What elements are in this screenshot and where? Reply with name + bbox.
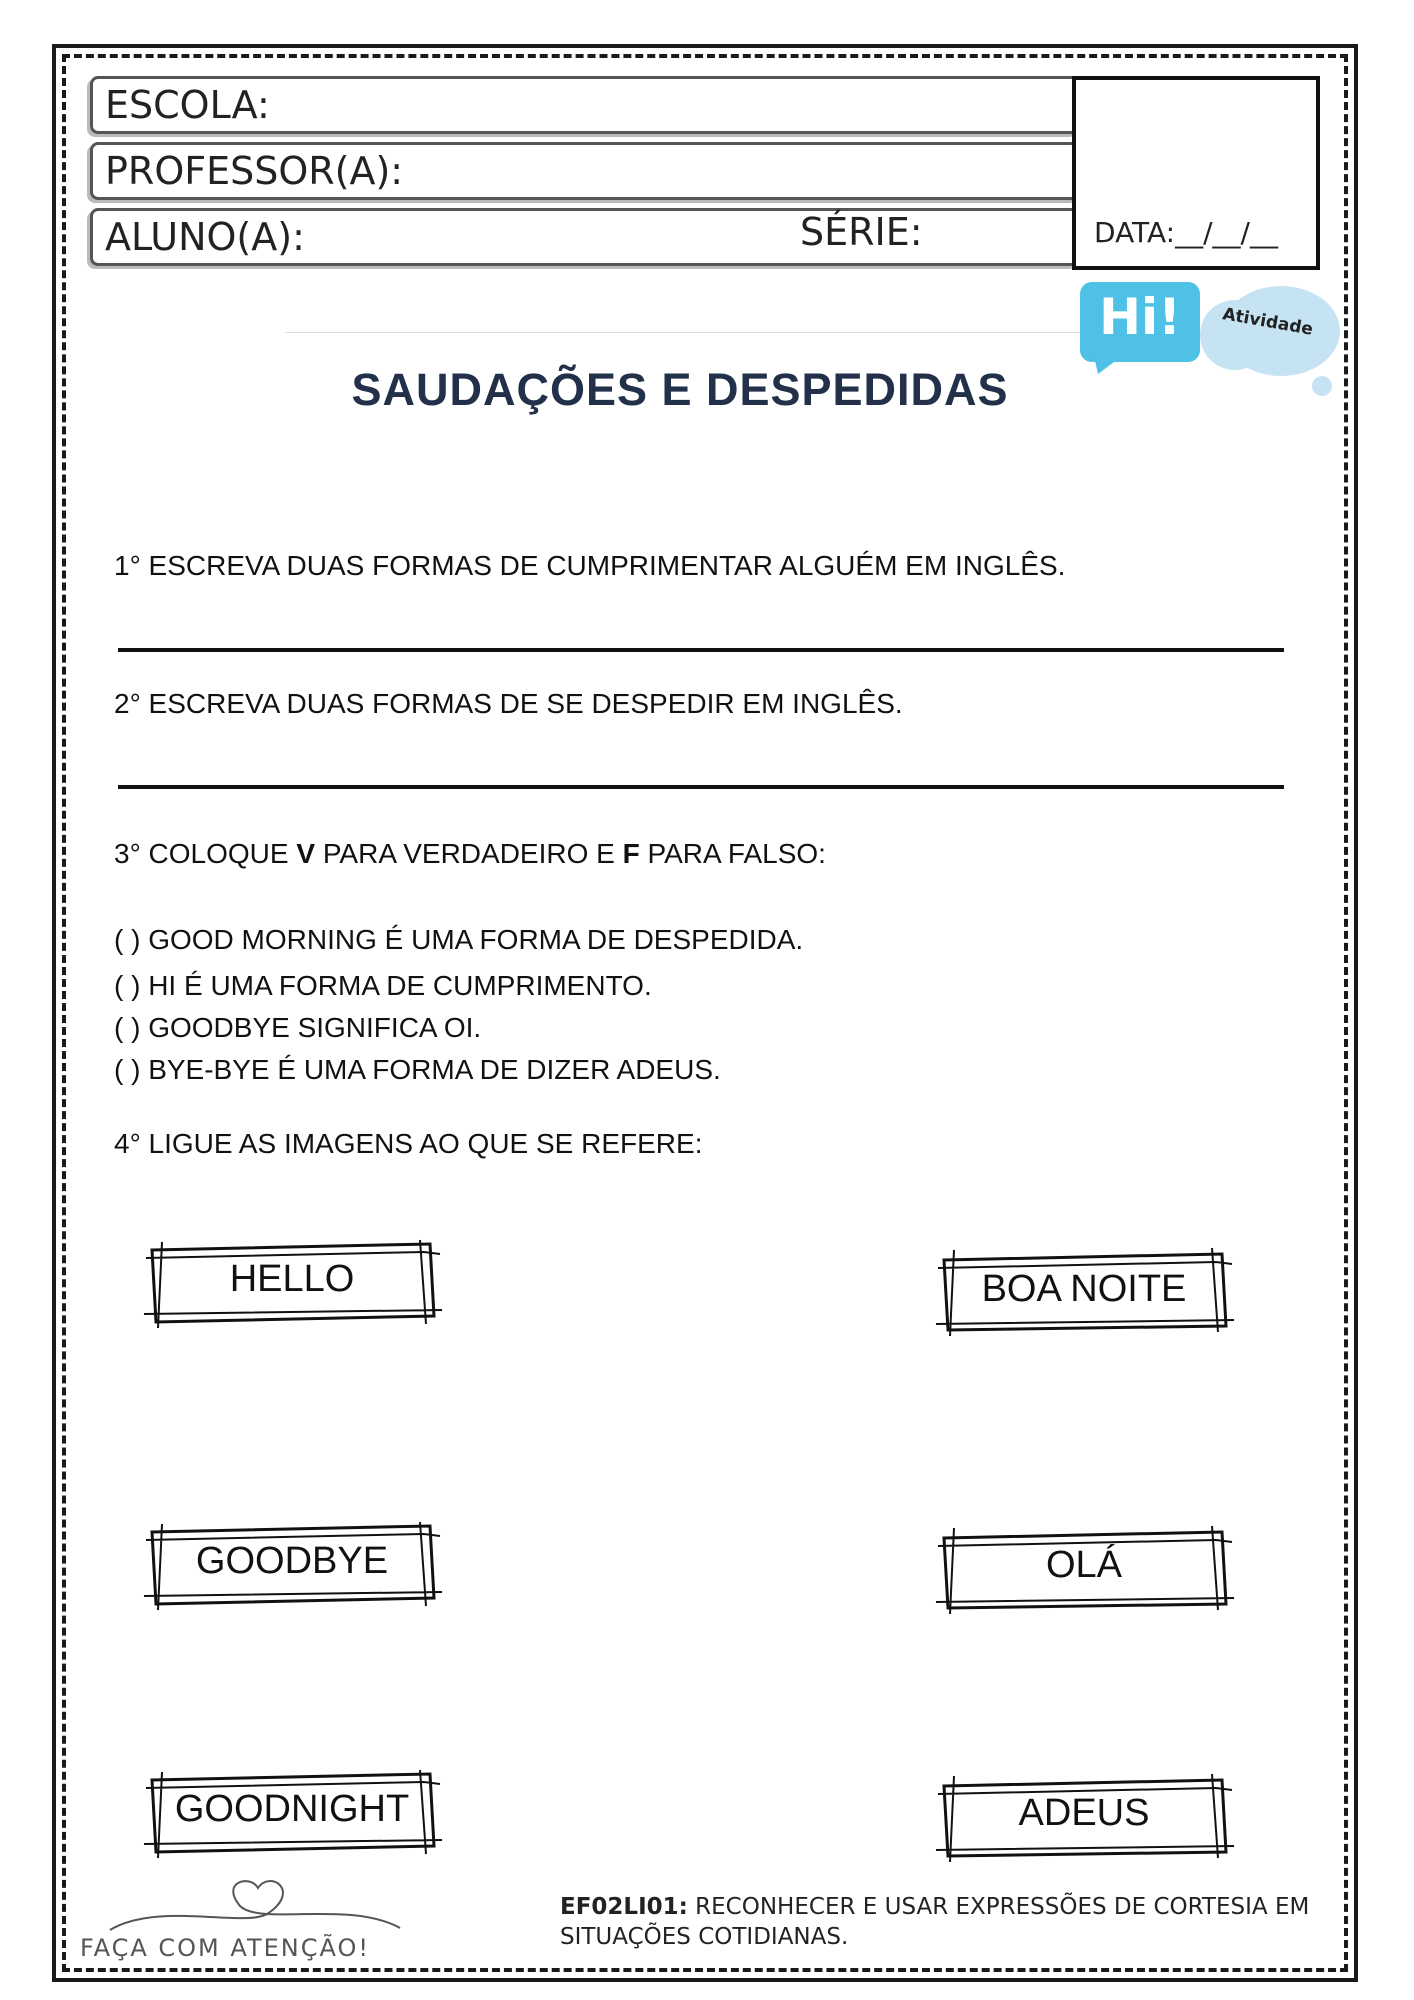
atividade-label: Atividade bbox=[1220, 304, 1315, 340]
match-left-3[interactable] bbox=[142, 1766, 442, 1858]
match-left-1-text: HELLO bbox=[229, 1258, 355, 1300]
footer-note: FAÇA COM ATENÇÃO! bbox=[80, 1934, 370, 1962]
tf-item-2[interactable]: ( ) HI É UMA FORMA DE CUMPRIMENTO. bbox=[114, 970, 652, 1001]
match-left-2[interactable] bbox=[142, 1518, 442, 1610]
hi-text: Hi! bbox=[1099, 288, 1181, 346]
tf-item-3[interactable]: ( ) GOODBYE SIGNIFICA OI. bbox=[114, 1012, 482, 1043]
bncc-skill bbox=[560, 1892, 1340, 1952]
answer-line-1[interactable] bbox=[118, 648, 1284, 652]
match-left-1[interactable] bbox=[142, 1236, 442, 1328]
match-left-2-text: GOODBYE bbox=[195, 1540, 389, 1582]
aluno-field[interactable] bbox=[90, 208, 1080, 266]
escola-field[interactable] bbox=[90, 76, 1080, 134]
header-divider bbox=[285, 332, 1085, 333]
q3-suffix: PARA FALSO: bbox=[639, 838, 826, 869]
q3-v: V bbox=[296, 838, 316, 869]
serie-label: SÉRIE: bbox=[800, 210, 923, 254]
heart-swirl-icon bbox=[100, 1860, 410, 1940]
tf-item-1[interactable]: ( ) GOOD MORNING É UMA FORMA DE DESPEDIDA. bbox=[114, 924, 804, 955]
answer-line-2[interactable] bbox=[118, 785, 1284, 789]
bncc-text: RECONHECER E USAR EXPRESSÕES DE CORTESIA EM SITUAÇÕES COTIDIANAS. bbox=[560, 1894, 1310, 1950]
question-3 bbox=[114, 838, 826, 870]
escola-label: ESCOLA: bbox=[105, 83, 270, 127]
aluno-label: ALUNO(A): bbox=[105, 215, 305, 259]
match-right-1[interactable] bbox=[934, 1244, 1234, 1336]
page-title: SAUDAÇÕES E DESPEDIDAS bbox=[351, 364, 1009, 415]
professor-field[interactable] bbox=[90, 142, 1080, 200]
professor-label: PROFESSOR(A): bbox=[105, 149, 404, 193]
match-right-2[interactable] bbox=[934, 1522, 1234, 1614]
bncc-code: EF02LI01: bbox=[560, 1894, 688, 1920]
question-2: 2° ESCREVA DUAS FORMAS DE SE DESPEDIR EM INGLÊS. bbox=[114, 688, 903, 719]
question-4: 4° LIGUE AS IMAGENS AO QUE SE REFERE: bbox=[114, 1128, 703, 1159]
q3-prefix: 3° COLOQUE bbox=[114, 838, 297, 869]
match-right-2-text: OLÁ bbox=[1045, 1544, 1123, 1586]
q3-middle: PARA VERDADEIRO E bbox=[315, 838, 623, 869]
match-left-3-text: GOODNIGHT bbox=[174, 1788, 410, 1830]
match-right-3-text: ADEUS bbox=[1018, 1792, 1150, 1834]
tf-item-4[interactable]: ( ) BYE-BYE É UMA FORMA DE DIZER ADEUS. bbox=[114, 1054, 721, 1085]
match-right-1-text: BOA NOITE bbox=[981, 1268, 1187, 1310]
q3-f: F bbox=[622, 838, 640, 869]
question-1: 1° ESCREVA DUAS FORMAS DE CUMPRIMENTAR ALGUÉM EM INGLÊS. bbox=[114, 550, 1066, 581]
date-label: DATA:__/__/__ bbox=[1094, 216, 1278, 249]
match-right-3[interactable] bbox=[934, 1770, 1234, 1862]
